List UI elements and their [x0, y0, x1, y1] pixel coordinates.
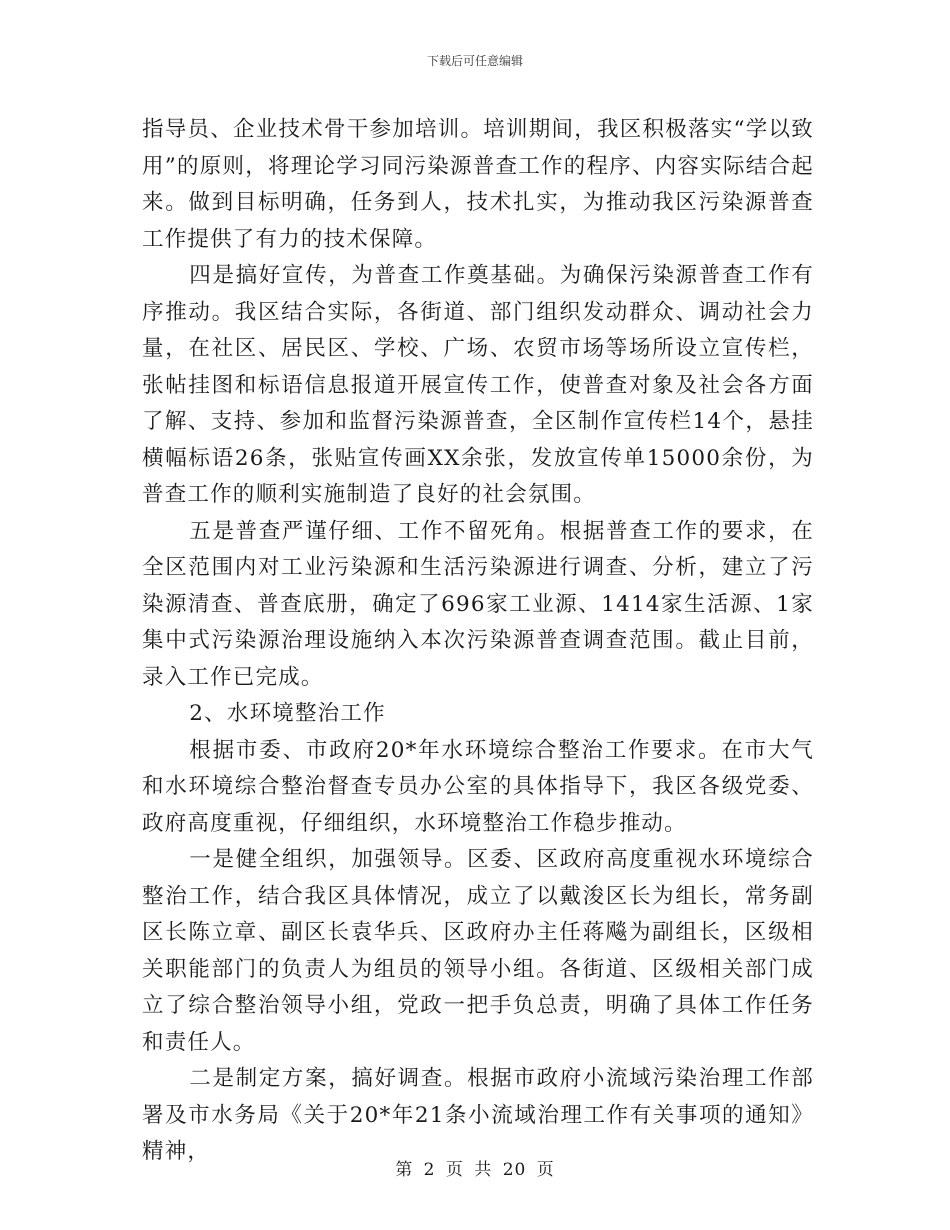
paragraph-training-continued: 指导员、企业技术骨干参加培训。培训期间，我区积极落实“学以致用”的原则，将理论学习同污染源普查工作的程序、内容实际结合起来。做到目标明确，任务到人，技术扎实，为推动我区污染源普查工作提供了有力的技术保障。 [142, 117, 814, 252]
paragraph-publicity: 四是搞好宣传，为普查工作奠基础。为确保污染源普查工作有序推动。我区结合实际，各街道、部门组织发动群众、调动社会力量，在社区、居民区、学校、广场、农贸市场等场所设立宣传栏，张帖挂图和标语信息报道开展宣传工作，使普查对象及社会各方面了解、支持、参加和监督污染源普查，全区制作宣传栏14个，悬挂横幅标语26条，张贴宣传画XX余张，发放宣传单15000余份，为普查工作的顺利实施制造了良好的社会氛围。 [142, 263, 814, 507]
section-heading-water-environment: 2、水环境整治工作 [189, 701, 386, 726]
page-header: 下载后可任意编辑 [426, 54, 523, 68]
document-body [142, 112, 814, 1171]
paragraph-water-intro: 根据市委、市政府20*年水环境综合整治工作要求。在市大气和水环境综合整治督查专员办公室的具体指导下，我区各级党委、政府高度重视，仔细组织，水环境整治工作稳步推动。 [142, 737, 814, 836]
paragraph-survey-thorough: 五是普查严谨仔细、工作不留死角。根据普查工作的要求，在全区范围内对工业污染源和生活污染源进行调查、分析，建立了污染源清查、普查底册，确定了696家工业源、1414家生活源、1家集中式污染源治理设施纳入本次污染源普查调查范围。截止目前，录入工作已完成。 [142, 518, 814, 690]
page-footer: 第 2 页 共 20 页 [395, 1160, 555, 1180]
paragraph-organization: 一是健全组织，加强领导。区委、区政府高度重视水环境综合整治工作，结合我区具体情况，成立了以戴浚区长为组长，常务副区长陈立章、副区长袁华兵、区政府办主任蒋飚为副组长，区级相关职能部门的负责人为组员的领导小组。各街道、区级相关部门成立了综合整治领导小组，党政一把手负总责，明确了具体工作任务和责任人。 [142, 847, 814, 1055]
paragraph-plan: 二是制定方案，搞好调查。根据市政府小流域污染治理工作部署及市水务局《关于20*年21条小流域治理工作有关事项的通知》精神， [142, 1066, 814, 1164]
